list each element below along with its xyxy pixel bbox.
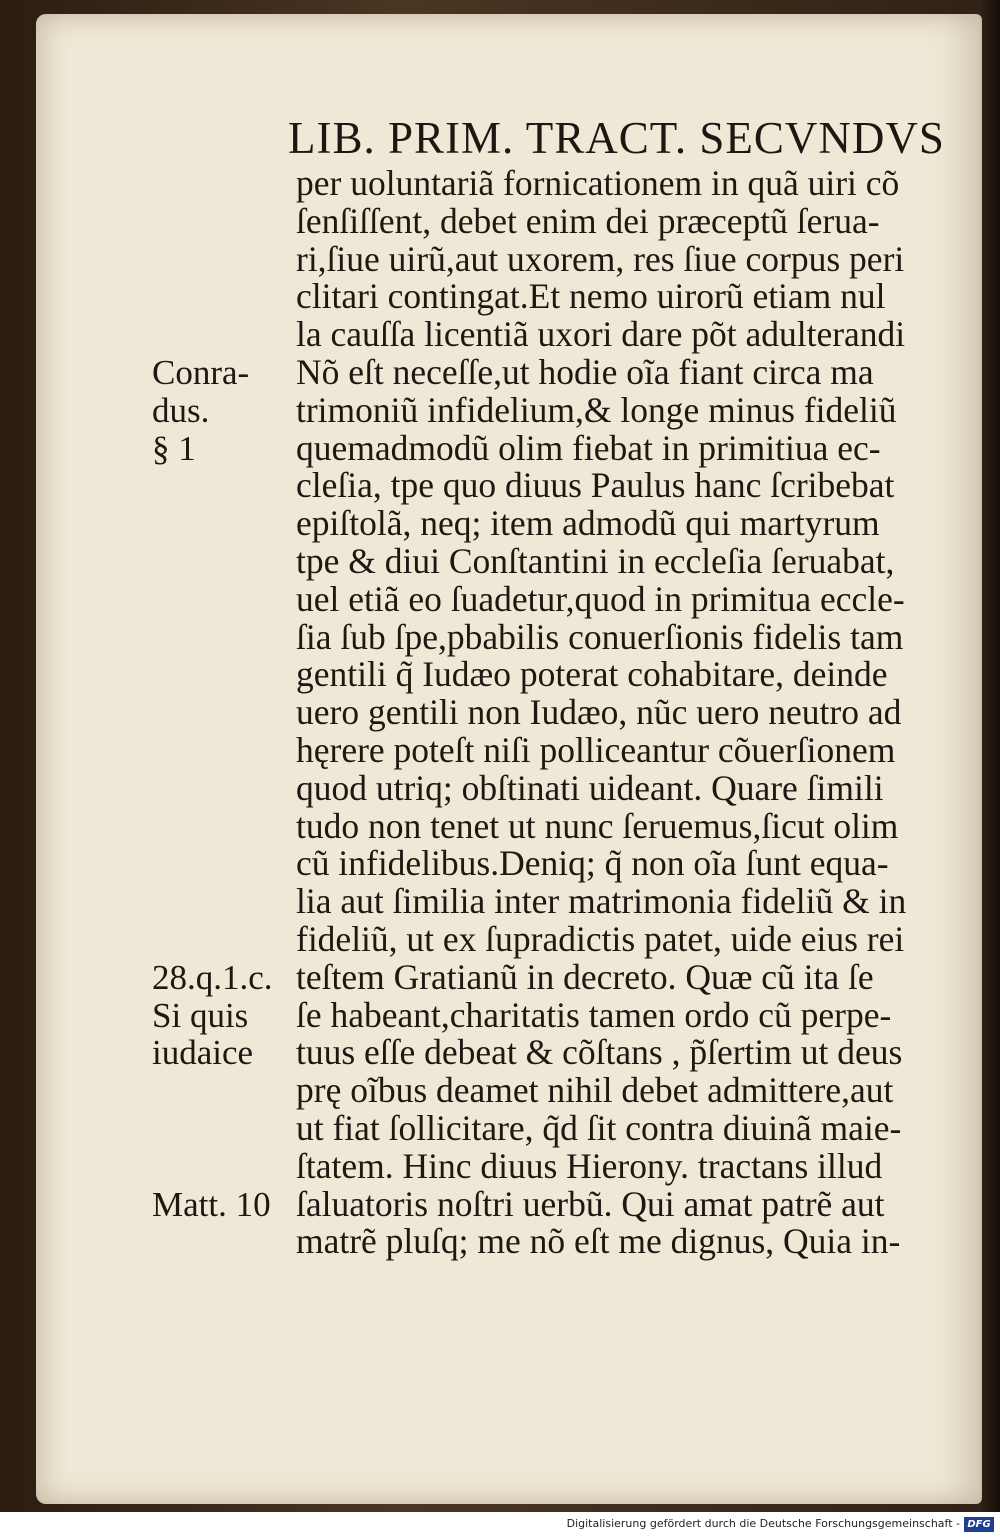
text-line: ri,ſiue uirũ,aut uxorem, res ſiue corpus peri <box>296 238 905 279</box>
body-text <box>296 165 936 1261</box>
text-line: ut fiat ſollicitare, q̃d ſit contra diuinã maie- <box>296 1107 902 1148</box>
text-line: ſe habeant,charitatis tamen ordo cũ perpe- <box>296 994 892 1035</box>
text-line: quod utriq; obſtinati uideant. Quare ſimili <box>296 767 884 808</box>
book-edge <box>980 0 1000 1512</box>
text-line: uero gentili non Iudæo, nũc uero neutro ad <box>296 692 902 733</box>
margin-note: Conra- <box>152 353 250 392</box>
margin-note: § 1 <box>152 428 196 468</box>
text-line: teſtem Gratianũ in decreto. Quæ cũ ita ſe <box>296 956 874 997</box>
dfg-logo: DFG <box>964 1517 994 1532</box>
text-line: trimoniũ infidelium,& longe minus fideliũ <box>296 389 897 430</box>
text-line: la cauſſa licentiã uxori dare põt adulterandi <box>296 314 906 355</box>
text-line: hęrere poteſt niſi polliceantur cõuerſionem <box>296 729 896 770</box>
margin-note: Si quis <box>152 995 249 1035</box>
text-line: clitari contingat.Et nemo uirorũ etiam nul <box>296 276 886 317</box>
text-line: cleſia, tpe quo diuus Paulus hanc ſcribebat <box>296 465 895 506</box>
margin-note: Matt. 10 <box>152 1184 271 1224</box>
text-line: cũ infidelibus.Deniq; q̃ non oĩa ſunt equa- <box>296 843 889 884</box>
text-line: ſaluatoris noſtri uerbũ. Qui amat patrẽ aut <box>296 1183 885 1224</box>
text-line: prę oĩbus deamet nihil debet admittere,aut <box>296 1070 894 1111</box>
text-line: tpe & diui Conſtantini in eccleſia ſeruabat, <box>296 540 895 581</box>
margin-note: dus. <box>152 390 210 430</box>
text-line: uel etiã eo ſuadetur,quod in primitua eccle- <box>296 578 905 619</box>
running-head: LIB. PRIM. TRACT. SECVNDVS <box>288 113 945 163</box>
text-line: lia aut ſimilia inter matrimonia fideliũ & in <box>296 881 907 922</box>
text-line: tuus eſſe debeat & cõſtans , p̃ſertim ut deus <box>296 1032 903 1073</box>
text-line: fideliũ, ut ex ſupradictis patet, uide eius rei <box>296 918 905 959</box>
text-line: per uoluntariã fornicationem in quã uiri cõ <box>296 163 900 203</box>
margin-note: 28.q.1.c. <box>152 957 273 997</box>
text-line: gentili q̃ Iudæo poterat cohabitare, deinde <box>296 654 888 695</box>
text-line: ſtatem. Hinc diuus Hierony. tractans illud <box>296 1145 883 1186</box>
text-line: ſia ſub ſpe,pbabilis conuerſionis fidelis tam <box>296 616 904 657</box>
text-line: Nõ eſt neceſſe,ut hodie oĩa fiant circa ma <box>296 351 874 392</box>
text-line: ſenſiſſent, debet enim dei præceptũ ſerua- <box>296 200 880 241</box>
digitization-footer <box>0 1512 1000 1537</box>
text-line: tudo non tenet ut nunc ſeruemus,ſicut olim <box>296 805 899 846</box>
text-line: quemadmodũ olim fiebat in primitiua ec- <box>296 427 881 468</box>
text-line: matrẽ pluſq; me nõ eſt me dignus, Quia in- <box>296 1221 901 1262</box>
margin-note: iudaice <box>152 1033 254 1073</box>
text-line: epiſtolã, neq; item admodũ qui martyrum <box>296 503 880 544</box>
footer-credit: Digitalisierung gefördert durch die Deutsche Forschungsgemeinschaft - <box>566 1517 960 1530</box>
